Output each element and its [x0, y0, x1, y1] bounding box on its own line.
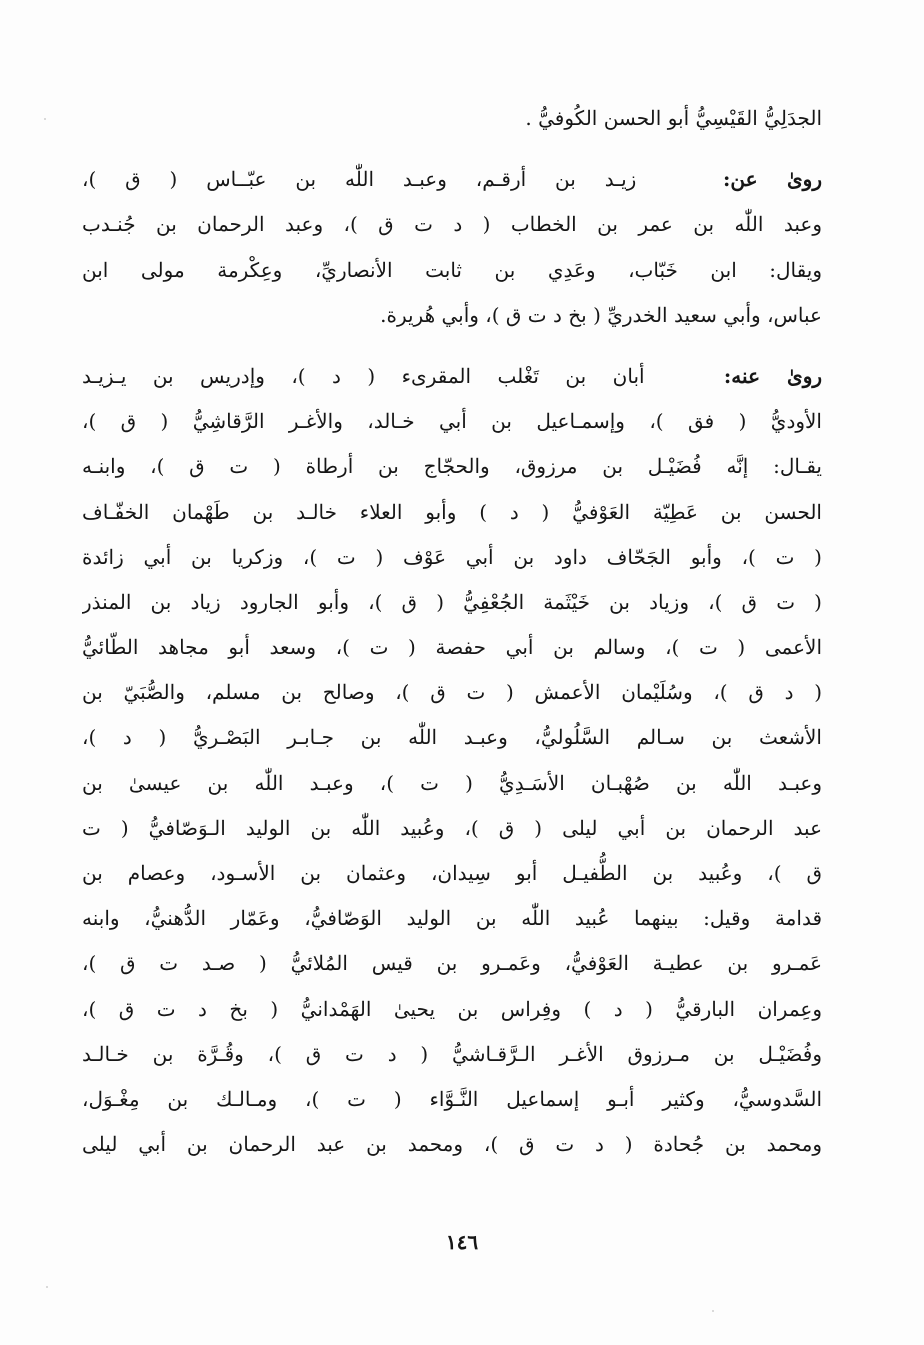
- text-line: يقـال: إنَّه فُضَيْـل بن مرزوق، والحجّاج بن أرطاة ( ت ق )، وابنـه: [82, 454, 822, 479]
- text-line: [82, 354, 822, 399]
- text-line: الأعمى ( ت )، وسالم بن أبي حفصة ( ت )، وسعد أبو مجاهد الطّائيُّ: [82, 635, 822, 660]
- text-line: عبد الرحمان بن أبي ليلى ( ق )، وعُبيد اللّٰه بن الوليد الـوَصّافيُّ ( ت: [82, 815, 822, 840]
- text-line-content: زيـد بن أرقـم، وعبـد اللّٰه بن عبّــاس ( ق )،: [82, 167, 637, 192]
- text-line: [82, 157, 822, 202]
- scan-speck: [46, 1286, 48, 1288]
- paragraph-label: روىٰ عن:: [722, 167, 822, 192]
- text-line: ومحمد بن جُحادة ( د ت ق )، ومحمد بن عبد الرحمان بن أبي ليلى: [82, 1132, 822, 1157]
- text-line-content: أبان بن تَغْلب المقرىء ( د )، وإدريس بن يـزيـد: [82, 363, 645, 388]
- scan-speck: [712, 1310, 714, 1312]
- scan-speck: [44, 118, 46, 120]
- text-line: ويقال: ابن خَبّاب، وعَدِي بن ثابت الأنصاريِّ، وعِكْرمة مولى ابن: [82, 257, 822, 282]
- text-line: السَّدوسيُّ، وكثير أبـو إسماعيل النَّـوَّاء ( ت )، ومـالـك بن مِغْـوَل،: [82, 1086, 822, 1111]
- text-line: ( ت )، وأبو الجَحّاف داود بن أبي عَوْف ( ت )، وزكريا بن أبي زائدة: [82, 544, 822, 569]
- text-line: الحسن بن عَطِيّة العَوْفيُّ ( د ) وأبو العلاء خالـد بن طَهْمان الخفّـاف: [82, 499, 822, 524]
- text-line: عَمـرو بن عطيـة العَوْفيُّ، وعَمـرو بن قيس المُلائيُّ ( صـد ت ق )،: [82, 951, 822, 976]
- text-line: وعبـد اللّٰه بن صُهْبـان الأسَـدِيُّ ( ت )، وعبـد اللّٰه بن عيسىٰ بن: [82, 770, 822, 795]
- page-number: ١٤٦: [445, 1230, 479, 1254]
- text-line: ( ت ق )، وزياد بن خَيْثَمة الجُعْفِيُّ ( ق )، وأبو الجارود زياد بن المنذر: [82, 589, 822, 614]
- page-body: [82, 96, 822, 1167]
- text-line: وعِمران البارقيُّ ( د ) وفِراس بن يحيىٰ الهَمْدانيُّ ( بخ د ت ق )،: [82, 996, 822, 1021]
- text-line: ( د ق )، وسُلَيْمان الأعمش ( ت ق )، وصالح بن مسلم، والصُّبَيّ بن: [82, 680, 822, 705]
- text-line: عباس، وأبي سعيد الخدريِّ ( بخ د ت ق )، وأبي هُريرة.: [380, 302, 822, 327]
- text-line: قدامة وقيل: بينهما عُبيد اللّٰه بن الوليد الوَصّافيُّ، وعَمّار الدُّهنيُّ، وابنه: [82, 906, 822, 931]
- text-line: الأشعث بن سـالم السَّلُوليُّ، وعبـد اللّٰه بن جـابـر البَصْـريُّ ( د )،: [82, 725, 822, 750]
- text-line: وفُضَيْـل بن مـرزوق الأغـر الـرَّقـاشيُّ ( د ت ق )، وقُـرَّة بن خـالـد: [82, 1041, 822, 1066]
- text-line: الجدَلِيُّ القَيْسِيُّ أبو الحسن الكُوفيُّ .: [525, 106, 822, 130]
- text-line: الأوديُّ ( فق )، وإسمـاعيل بن أبي خـالد، والأغـر الرَّقاشِيُّ ( ق )،: [82, 409, 822, 434]
- text-line: ق )، وعُبيد بن الطُّفيـل أبو سِيدان، وعثمان بن الأسـود، وعصام بن: [82, 861, 822, 885]
- text-line: وعبد اللّٰه بن عمر بن الخطاب ( د ت ق )، وعبد الرحمان بن جُنـدب: [82, 212, 822, 237]
- paragraph-label: روىٰ عنه:: [723, 363, 822, 388]
